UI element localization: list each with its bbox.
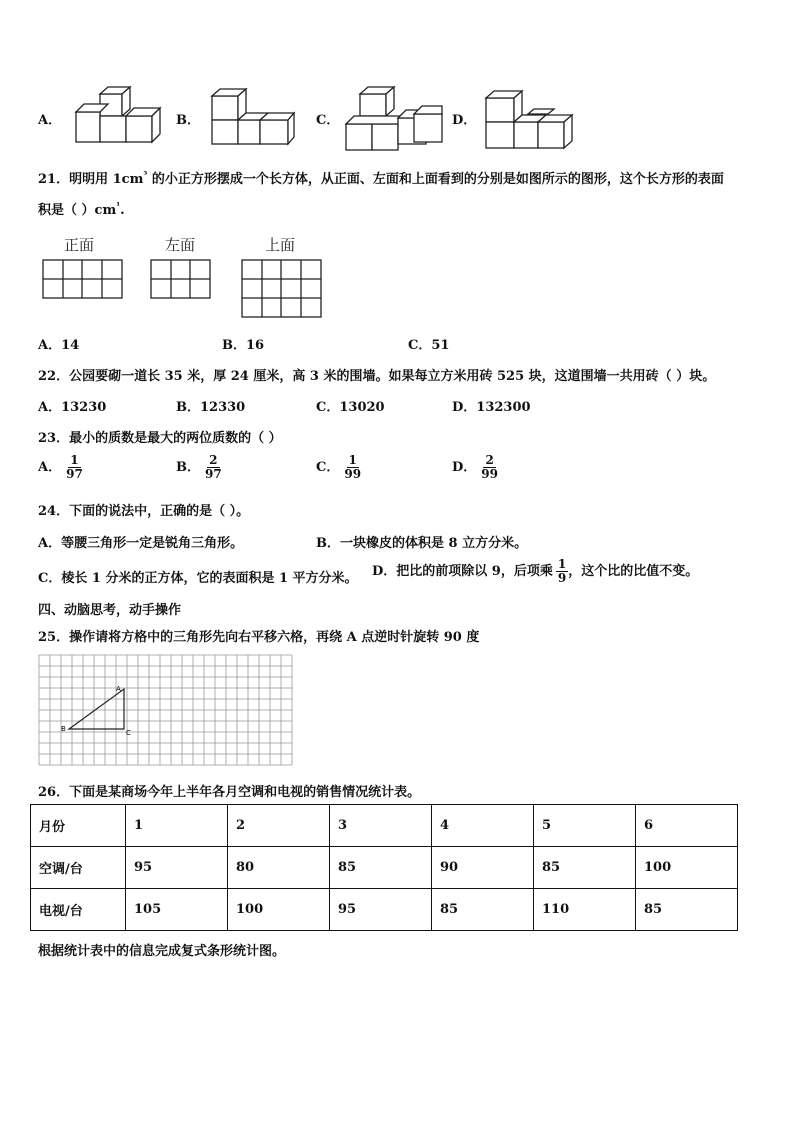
q21-sup-three: ³ bbox=[143, 170, 148, 181]
q21-question-line1 bbox=[38, 168, 724, 187]
table-cell: 110 bbox=[534, 889, 636, 931]
q26-question: 26．下面是某商场今年上半年各月空调和电视的销售情况统计表。 bbox=[38, 785, 421, 800]
q22-option-c: C．13020 bbox=[316, 400, 385, 415]
q23-option-c-label: C． bbox=[316, 460, 340, 475]
table-row bbox=[31, 805, 738, 847]
table-cell: 90 bbox=[432, 847, 534, 889]
table-cell: 100 bbox=[228, 889, 330, 931]
table-cell: 4 bbox=[432, 805, 534, 847]
table-cell: 95 bbox=[330, 889, 432, 931]
q23-option-d-label: D． bbox=[452, 460, 477, 475]
table-cell: 3 bbox=[330, 805, 432, 847]
q25-grid-figure bbox=[38, 654, 300, 768]
q22-question: 22．公园要砌一道长 35 米，厚 24 厘米，高 3 米的围墙。如果每立方米用砖 525 块，这道围墙一共用砖（ ）块。 bbox=[38, 369, 716, 384]
q20-option-c-figure bbox=[342, 84, 446, 152]
q23-option-a-label: A． bbox=[38, 460, 62, 475]
table-cell: 85 bbox=[432, 889, 534, 931]
q23-option-a bbox=[38, 454, 85, 481]
q21-option-a: A．14 bbox=[38, 338, 80, 353]
sales-table bbox=[30, 804, 738, 931]
q21-text-1b: 的小正方形摆成一个长方体，从正面、左面和上面看到的分别是如图所示的图形，这个长方形的表面 bbox=[147, 172, 724, 187]
q23-option-b-label: B． bbox=[176, 460, 200, 475]
point-c-label: C bbox=[126, 729, 131, 737]
table-cell: 80 bbox=[228, 847, 330, 889]
q24-option-d-text-b: ，这个比的比值不变。 bbox=[568, 564, 699, 579]
table-cell: 月份 bbox=[31, 805, 126, 847]
q21-sup-one: ¹ bbox=[116, 201, 121, 212]
table-row bbox=[31, 847, 738, 889]
q20-option-d-label: D． bbox=[452, 113, 477, 128]
point-a-label: A bbox=[116, 685, 121, 693]
q21-option-b: B．16 bbox=[222, 338, 265, 353]
q23-option-c-denominator: 99 bbox=[344, 467, 362, 481]
q21-option-c: C．51 bbox=[408, 338, 450, 353]
q24-option-d bbox=[372, 558, 698, 585]
table-cell: 85 bbox=[636, 889, 738, 931]
q21-text-2a: 积是（ ）cm bbox=[38, 203, 117, 218]
section-title: 四、动脑思考，动手操作 bbox=[38, 603, 182, 618]
q23-option-a-numerator: 1 bbox=[70, 453, 79, 467]
q23-option-d-denominator: 99 bbox=[481, 467, 498, 481]
q23-option-d-numerator: 2 bbox=[485, 453, 494, 467]
table-cell: 85 bbox=[534, 847, 636, 889]
q23-option-b bbox=[176, 454, 224, 481]
q24-option-a: A．等腰三角形一定是锐角三角形。 bbox=[38, 536, 244, 551]
table-cell: 5 bbox=[534, 805, 636, 847]
table-row bbox=[31, 889, 738, 931]
table-cell: 2 bbox=[228, 805, 330, 847]
table-cell: 1 bbox=[126, 805, 228, 847]
q21-text-1a: 21．明明用 1cm bbox=[38, 172, 144, 187]
front-view-grid bbox=[42, 259, 124, 301]
top-view-label: 上面 bbox=[265, 236, 296, 254]
table-cell: 95 bbox=[126, 847, 228, 889]
q26-footer: 根据统计表中的信息完成复式条形统计图。 bbox=[38, 944, 286, 959]
table-cell: 空调/台 bbox=[31, 847, 126, 889]
q20-option-b-figure bbox=[206, 84, 298, 150]
point-b-label: B bbox=[61, 725, 66, 733]
table-cell: 电视/台 bbox=[31, 889, 126, 931]
q21-text-2b: . bbox=[120, 203, 125, 218]
q23-option-d bbox=[452, 454, 500, 481]
q24-option-d-numerator: 1 bbox=[557, 557, 567, 571]
left-view-label: 左面 bbox=[165, 236, 196, 254]
table-cell: 85 bbox=[330, 847, 432, 889]
q20-option-d-figure bbox=[480, 86, 578, 152]
q22-option-b: B．12330 bbox=[176, 400, 246, 415]
q20-option-c-label: C． bbox=[316, 113, 340, 128]
q20-option-a-label: A． bbox=[38, 113, 62, 128]
q21-question-line2 bbox=[38, 199, 125, 218]
q23-option-b-denominator: 97 bbox=[205, 467, 222, 481]
q24-question: 24．下面的说法中，正确的是（ ）。 bbox=[38, 504, 250, 519]
q25-question: 25．操作请将方格中的三角形先向右平移六格，再绕 A 点逆时针旋转 90 度 bbox=[38, 630, 480, 645]
table-cell: 105 bbox=[126, 889, 228, 931]
q22-option-a: A．13230 bbox=[38, 400, 107, 415]
q23-option-c bbox=[316, 454, 363, 481]
front-view-label: 正面 bbox=[64, 236, 95, 254]
top-view-grid bbox=[241, 259, 323, 319]
left-view-grid bbox=[150, 259, 212, 301]
q23-option-b-numerator: 2 bbox=[209, 453, 218, 467]
q24-option-c: C．棱长 1 分米的正方体，它的表面积是 1 平方分米。 bbox=[38, 571, 358, 586]
table-cell: 100 bbox=[636, 847, 738, 889]
q23-question: 23．最小的质数是最大的两位质数的（ ） bbox=[38, 431, 282, 446]
q24-option-d-text-a: D．把比的前项除以 9，后项乘 bbox=[372, 564, 553, 579]
q20-option-a-figure bbox=[70, 84, 162, 150]
q23-option-c-numerator: 1 bbox=[348, 453, 357, 467]
table-cell: 6 bbox=[636, 805, 738, 847]
q22-option-d: D．132300 bbox=[452, 400, 531, 415]
q20-option-b-label: B． bbox=[176, 113, 200, 128]
q24-option-b: B．一块橡皮的体积是 8 立方分米。 bbox=[316, 536, 528, 551]
q24-option-d-denominator: 9 bbox=[557, 571, 567, 585]
q23-option-a-denominator: 97 bbox=[66, 467, 83, 481]
